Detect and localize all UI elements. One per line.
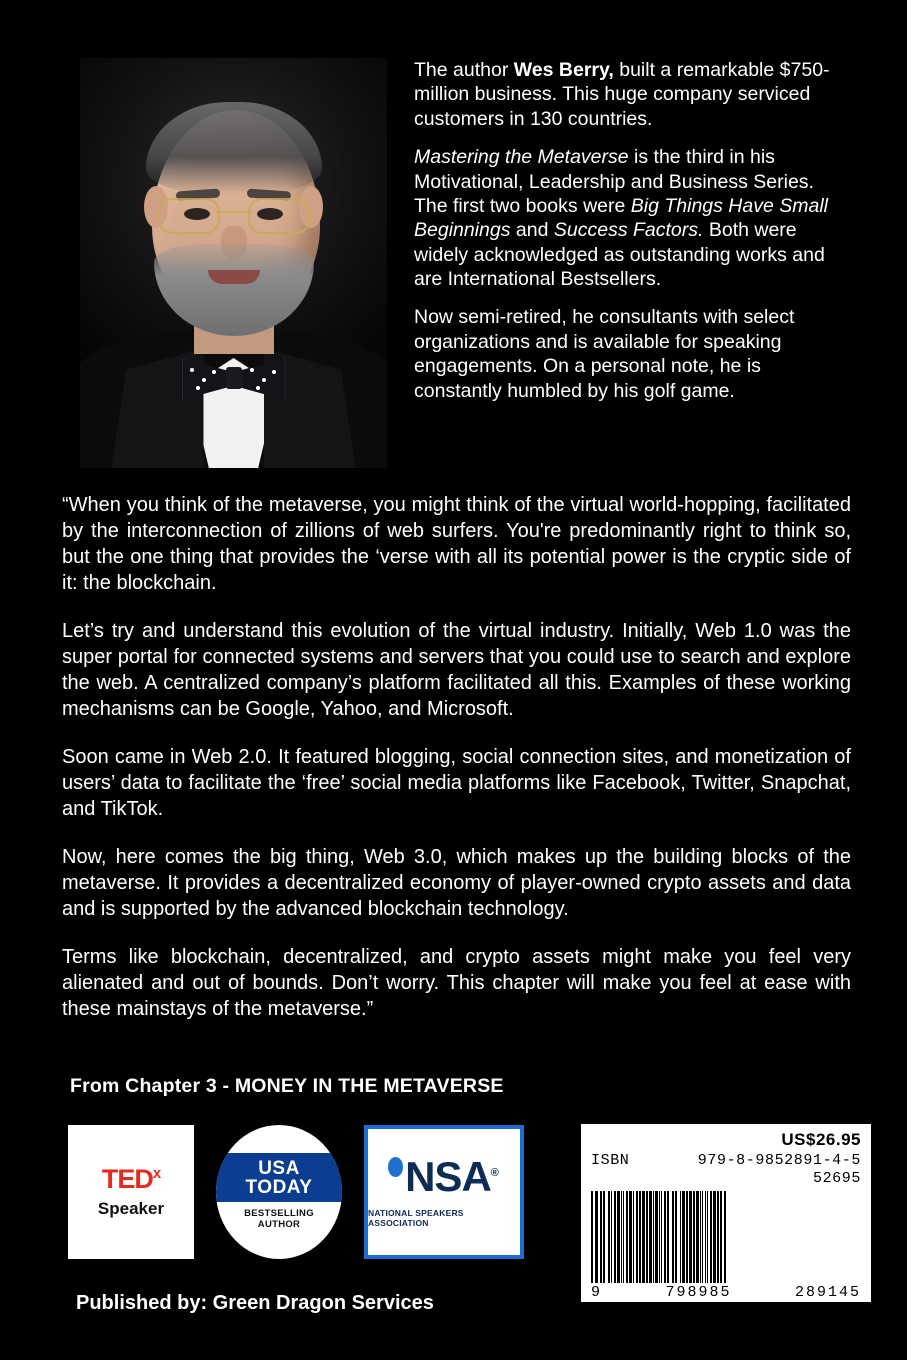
book-excerpt — [62, 492, 851, 1022]
author-bio-text — [387, 58, 830, 403]
eyeglass-lens-right — [248, 198, 310, 234]
author-bio-paragraph-2 — [414, 145, 830, 291]
author-bio-paragraph-3 — [414, 305, 830, 403]
bio-p1-run-1: The author — [414, 59, 514, 81]
ean-left-digit: 9 — [591, 1284, 603, 1301]
usa-today-banner — [216, 1153, 342, 1203]
bio-p2-run-6: Both were widely acknowledged as outstanding works and are International Bestsellers. — [414, 219, 825, 290]
isbn-barcode-block — [581, 1124, 871, 1302]
usa-today-sub-line1: BESTSELLING — [244, 1208, 314, 1220]
excerpt-paragraph-5: Terms like blockchain, decentralized, and crypto assets might make you feel very alienated and out of bounds. Don’t worry. This chapter will make you feel at ease with these mainstays of the metaverse.” — [62, 946, 851, 1020]
ean13-barcode — [591, 1191, 861, 1283]
bio-p1-run-3: built a remarkable $750-million business. This huge company serviced customers in 130 countries. — [414, 59, 830, 130]
book-title-second: Success Factors. — [553, 219, 704, 242]
tedx-word-text: TED — [101, 1163, 153, 1194]
nsa-caption: NATIONAL SPEAKERS ASSOCIATION — [368, 1208, 464, 1228]
bio-p2-run-4: and — [510, 219, 554, 242]
excerpt-paragraph-3: Soon came in Web 2.0. It featured blogging, social connection sites, and monetization of users’ data to facilitate the ‘free’ social media platforms like Facebook, Twitter, Snapchat, and TikTok. — [62, 746, 851, 820]
author-portrait-photo — [80, 58, 387, 468]
author-bio-paragraph-1 — [414, 58, 830, 131]
nsa-logo — [364, 1125, 524, 1259]
usa-today-line1: USA — [258, 1157, 300, 1179]
author-name: Wes Berry, — [513, 59, 614, 81]
eyeglass-lens-left — [158, 198, 220, 234]
ean-right-digits: 289145 — [794, 1284, 861, 1301]
nsa-mark-text: NSA — [405, 1153, 491, 1200]
excerpt-paragraph-1: “When you think of the metaverse, you might think of the virtual world-hopping, facilitated by the interconnection of zillions of web surfers. You're predominantly right to think so, but the one thing that provides the ‘verse with all its potential power is the cryptic side of it: the blockchain. — [62, 494, 851, 594]
award-logos — [68, 1125, 524, 1259]
isbn-line — [591, 1152, 861, 1169]
author-section — [80, 58, 830, 468]
eyeglass-bridge — [216, 211, 252, 213]
tedx-speaker-logo — [68, 1125, 194, 1259]
usa-today-sub-line2: AUTHOR — [257, 1219, 301, 1231]
bio-p3-run-1: Now semi-retired, he consultants with select organizations and is available for speaking engagements. On a personal note, he is constantly humbled by his golf game. — [414, 306, 795, 402]
excerpt-paragraph-2: Let’s try and understand this evolution of the virtual industry. Initially, Web 1.0 was the super portal for connected systems and servers that you could use to search and explore the web. A centralized company’s platform facilitated all this. Examples of these working mechanisms can be Google, Yahoo, and Microsoft. — [62, 620, 851, 720]
nsa-wordmark — [390, 1153, 498, 1200]
book-title-current: Mastering the Metaverse — [414, 146, 629, 169]
usa-today-line2: TODAY — [245, 1177, 313, 1199]
bowtie-polka-dots — [182, 358, 286, 398]
isbn-addon-code: 52695 — [812, 1170, 861, 1187]
bio-p2-run-2: is the third in his Motivational, Leadership and Business Series. The first two books were — [414, 146, 814, 217]
tedx-superscript: x — [152, 1164, 161, 1182]
usa-today-bestseller-logo — [216, 1125, 342, 1259]
isbn-label: ISBN — [591, 1152, 630, 1169]
chapter-attribution: From Chapter 3 - MONEY IN THE METAVERSE — [70, 1075, 504, 1097]
retail-price: US$26.95 — [781, 1130, 861, 1149]
portrait-bowtie — [182, 358, 286, 398]
book-title-first: Big Things Have Small Beginnings — [414, 194, 828, 242]
tedx-wordmark — [101, 1163, 161, 1194]
portrait-mouth — [208, 270, 260, 284]
ean-mid-digits: 798985 — [665, 1284, 732, 1301]
nsa-registered-mark: ® — [490, 1167, 498, 1179]
ean13-digits — [591, 1284, 861, 1301]
publisher-line: Published by: Green Dragon Services — [76, 1292, 434, 1314]
nsa-dot-icon — [388, 1157, 403, 1177]
usa-today-subtitle — [244, 1202, 314, 1231]
excerpt-paragraph-4: Now, here comes the big thing, Web 3.0, which makes up the building blocks of the metaverse. It provides a decentralized economy of player-owned crypto assets and data and is supported by the advanced blockchain technology. — [62, 846, 851, 920]
tedx-caption: Speaker — [97, 1198, 165, 1218]
isbn-number: 979-8-9852891-4-5 — [697, 1152, 861, 1169]
